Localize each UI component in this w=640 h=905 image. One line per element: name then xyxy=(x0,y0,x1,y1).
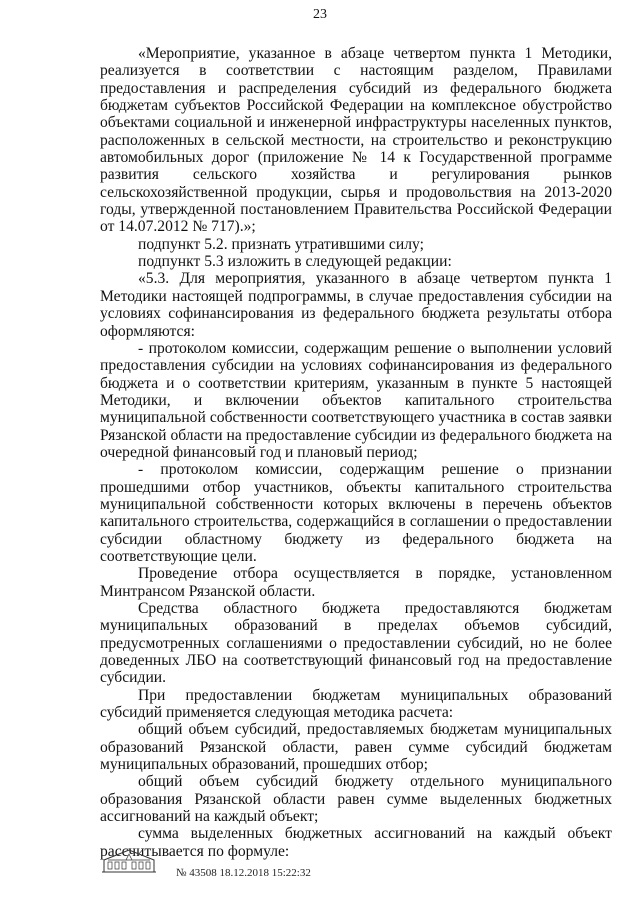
paragraph-selection-procedure: Проведение отбора осуществляется в порядке, установленном Минтрансом Рязанской области. xyxy=(100,565,612,600)
paragraph-calculation-method: При предоставлении бюджетам муниципальных образований субсидий применяется следующая методика расчета: xyxy=(100,686,612,722)
paragraph-single-municipality: общий объем субсидий бюджету отдельного муниципального образования Рязанской области равен сумме выделенных бюджетных ассигнований на каждый объект; xyxy=(100,773,612,826)
paragraph-regional-funds: Средства областного бюджета предоставляются бюджетам муниципальных образований в пределах объемов субсидий, предусмотренных соглашениями о предоставлении субсидий, но не более доведенных ЛБО на соответствующий финансовый год на предоставление субсидии. xyxy=(100,600,612,687)
document-registration-ref: № 43508 18.12.2018 15:22:32 xyxy=(176,867,311,879)
paragraph-protocol-first: - протоколом комиссии, содержащим решение о выполнении условий предоставления субсидии на условиях софинансирования из федерального бюджета и о соответствии критериям, указанным в пункте 5 настоящей Методики, и включении объектов капитального строительства муниципальной собственности соответствующего участника в состав заявки Рязанской области на предоставление субсидии из федерального бюджета на очередной финансовый год и плановый период; xyxy=(100,339,612,461)
paragraph-subclause-5-3-intro: подпункт 5.3 изложить в следующей редакции: xyxy=(138,253,452,271)
page-number: 23 xyxy=(313,7,327,22)
paragraph-subclause-5-2: подпункт 5.2. признать утратившими силу; xyxy=(138,235,424,253)
paragraph-clause-5-3: «5.3. Для мероприятия, указанного в абзаце четвертом пункта 1 Методики настоящей подпрограммы, в случае предоставления субсидии на условиях софинансирования из федерального бюджета результаты отбора оформляются: xyxy=(100,270,612,340)
paragraph-activity-clause: «Мероприятие, указанное в абзаце четвертом пункта 1 Методики, реализуется в соответствии с настоящим разделом, Правилами предоставления и распределения субсидий из федерального бюджета бюджетам субъектов Российской Федерации на комплексное обустройство объектами социальной и инженерной инфраструктуры населенных пунктов, расположенных в сельской местности, на строительство и реконструкцию автомобильных дорог (приложение № 14 к Государственной программе развития сельского хозяйства и регулирования рынков сельскохозяйственной продукции, сырья и продовольствия на 2013-2020 годы, утвержденной постановлением Правительства Российской Федерации от 14.07.2012 № 717).»; xyxy=(100,45,612,236)
paragraph-formula-intro: сумма выделенных бюджетных ассигнований на каждый объект рассчитывается по формуле: xyxy=(100,825,612,860)
registration-stamp-icon xyxy=(100,848,158,874)
paragraph-total-subsidies: общий объем субсидий, предоставляемых бюджетам муниципальных образований Рязанской области, равен сумме субсидий бюджетам муниципальных образований, прошедших отбор; xyxy=(100,721,612,774)
document-body xyxy=(100,45,612,860)
paragraph-protocol-second: - протоколом комиссии, содержащим решение о признании прошедшими отбор участников, объекты капитального строительства муниципальной собственности которых включены в перечень объектов капитального строительства, содержащийся в соглашении о предоставлении субсидии областному бюджету из федерального бюджета на соответствующие цели. xyxy=(100,461,612,565)
